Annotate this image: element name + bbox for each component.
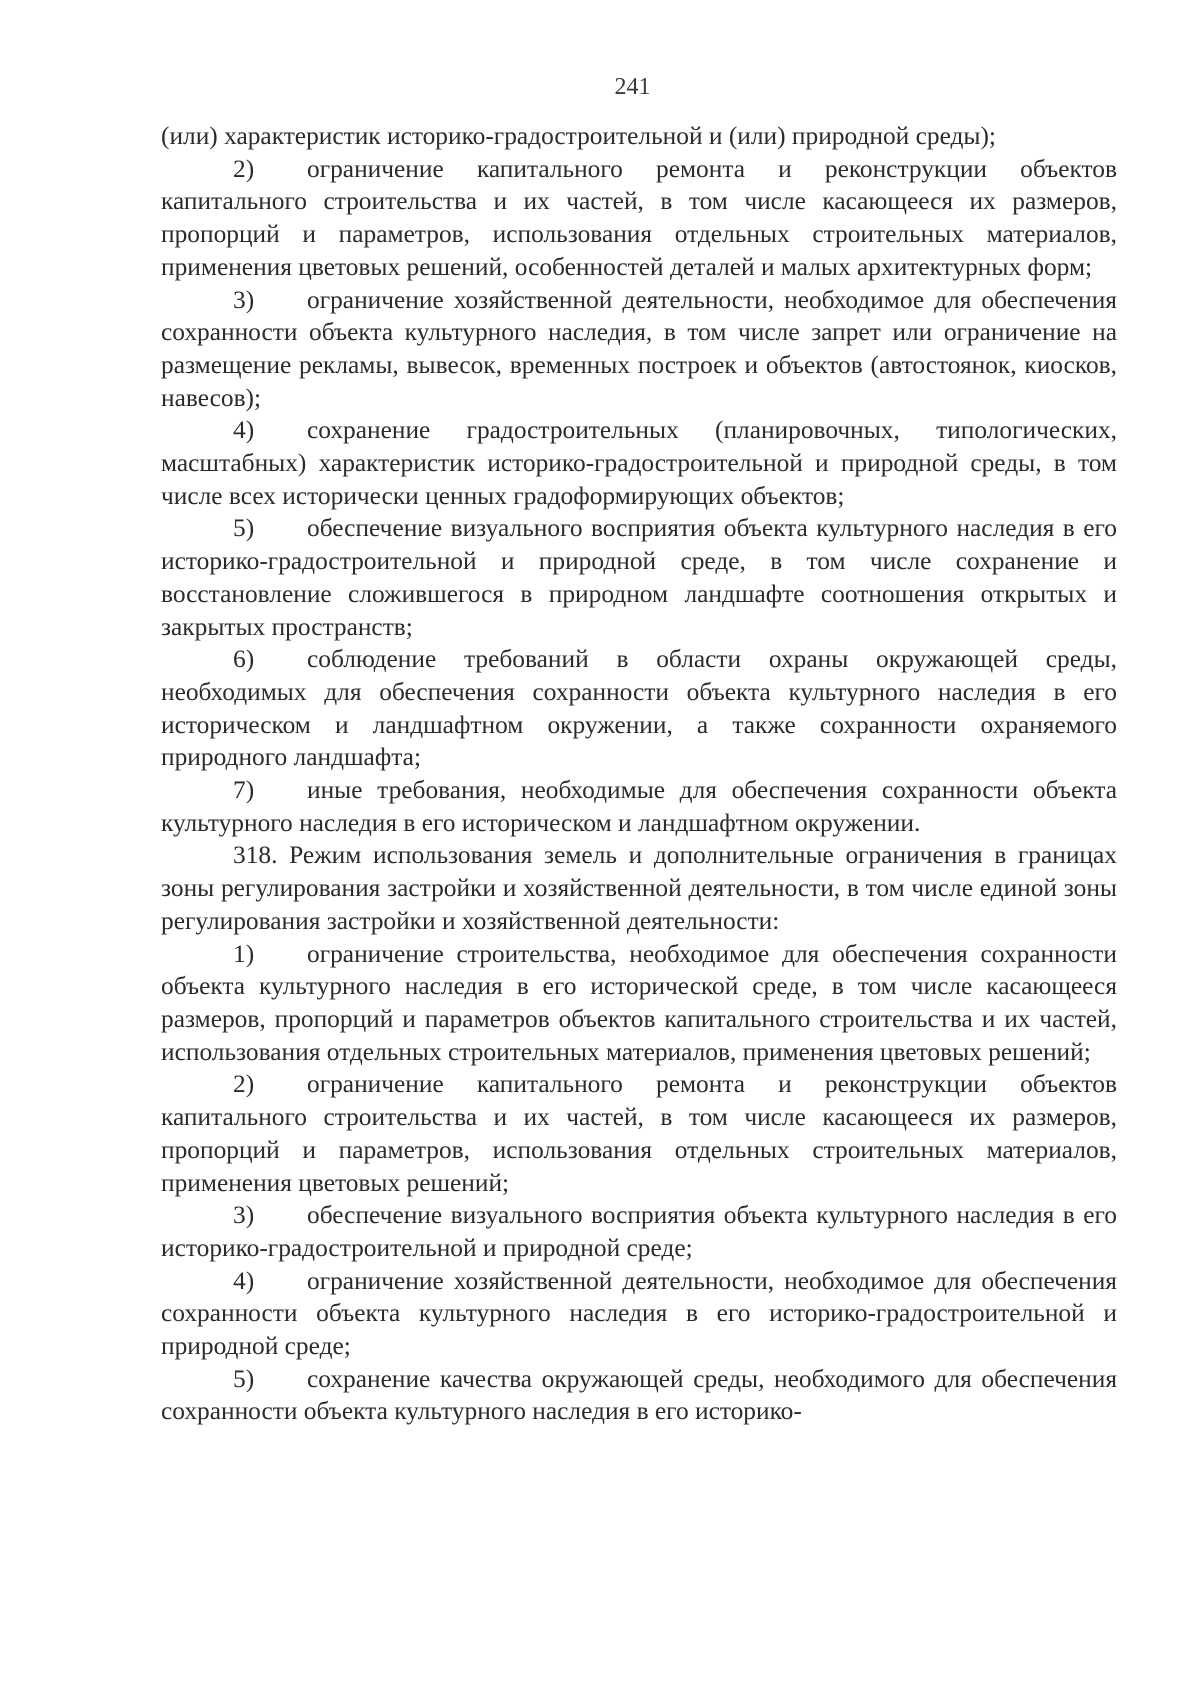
list-item-text: обеспечение визуального восприятия объекта культурного наследия в его историко-градостроительной и природной среде;: [161, 1201, 1117, 1262]
list-item-number: 2): [233, 154, 255, 183]
page-number: 241: [614, 74, 651, 100]
list-item-number: 2): [233, 1070, 255, 1099]
list-item-text: ограничение капитального ремонта и реконструкции объектов капитального строительства и их частей, в том числе касающееся их размеров, пропорций и параметров, использования отдельных строительных материалов, применения цветовых решений;: [161, 1070, 1117, 1197]
list-item-text: ограничение капитального ремонта и реконструкции объектов капитального строительства и их частей, в том числе касающееся их размеров, пропорций и параметров, использования отдельных строительных материалов, применения цветовых решений, особенностей деталей и малых архитектурных форм;: [161, 154, 1117, 281]
list-item-number: 5): [233, 514, 255, 543]
list-item: [161, 512, 1117, 643]
clause-text: 318. Режим использования земель и дополнительные ограничения в границах зоны регулирования застройки и хозяйственной деятельности, в том числе единой зоны регулирования застройки и хозяйственной деятельности:: [161, 841, 1117, 935]
list-item-text: обеспечение визуального восприятия объекта культурного наследия в его историко-градостроительной и природной среде, в том числе сохранение и восстановление сложившегося в природном ландшафте соотношения открытых и закрытых пространств;: [161, 514, 1117, 641]
paragraph-continuation: [161, 120, 1117, 153]
clause-paragraph: [161, 839, 1117, 937]
list-item-number: 4): [233, 416, 255, 445]
list-item-number: 5): [233, 1364, 255, 1393]
list-item: [161, 1068, 1117, 1199]
list-item-number: 7): [233, 776, 255, 805]
list-item: [161, 938, 1117, 1069]
list-item: [161, 1199, 1117, 1264]
list-item-text: сохранение качества окружающей среды, необходимого для обеспечения сохранности объекта культурного наследия в его историко-: [161, 1364, 1117, 1426]
list-item-number: 6): [233, 645, 255, 674]
list-item-text: ограничение хозяйственной деятельности, необходимое для обеспечения сохранности объекта культурного наследия в его историко-градостроительной и природной среде;: [161, 1266, 1117, 1361]
list-item-text: ограничение хозяйственной деятельности, необходимое для обеспечения сохранности объекта культурного наследия, в том числе запрет или ограничение на размещение рекламы, вывесок, временных построек и объектов (автостоянок, киосков, навесов);: [161, 285, 1117, 412]
list-item-text: иные требования, необходимые для обеспечения сохранности объекта культурного наследия в его историческом и ландшафтном окружении.: [161, 776, 1117, 837]
list-item: [161, 1265, 1117, 1363]
list-item-text: соблюдение требований в области охраны окружающей среды, необходимых для обеспечения сохранности объекта культурного наследия в его историческом и ландшафтном окружении, а также сохранности охраняемого природного ландшафта;: [161, 645, 1117, 772]
list-item: [161, 1363, 1117, 1428]
list-item: [161, 643, 1117, 774]
list-item-text: сохранение градостроительных (планировочных, типологических, масштабных) характеристик историко-градостроительной и природной среды, в том числе всех исторически ценных градоформирующих объектов;: [161, 416, 1117, 510]
list-item-number: 1): [233, 939, 255, 968]
list-item-text: ограничение строительства, необходимое для обеспечения сохранности объекта культурного наследия в его исторической среде, в том числе касающееся размеров, пропорций и параметров объектов капитального строительства и их частей, использования отдельных строительных материалов, применения цветовых решений;: [161, 939, 1117, 1066]
list-item: [161, 774, 1117, 839]
list-item: [161, 284, 1117, 415]
list-item-number: 3): [233, 285, 255, 314]
list-item-number: 3): [233, 1201, 255, 1230]
paragraph-text: (или) характеристик историко-градостроительной и (или) природной среды);: [161, 122, 996, 150]
list-item: [161, 153, 1117, 284]
list-item: [161, 414, 1117, 512]
document-body: [161, 120, 1117, 1428]
list-item-number: 4): [233, 1266, 255, 1295]
